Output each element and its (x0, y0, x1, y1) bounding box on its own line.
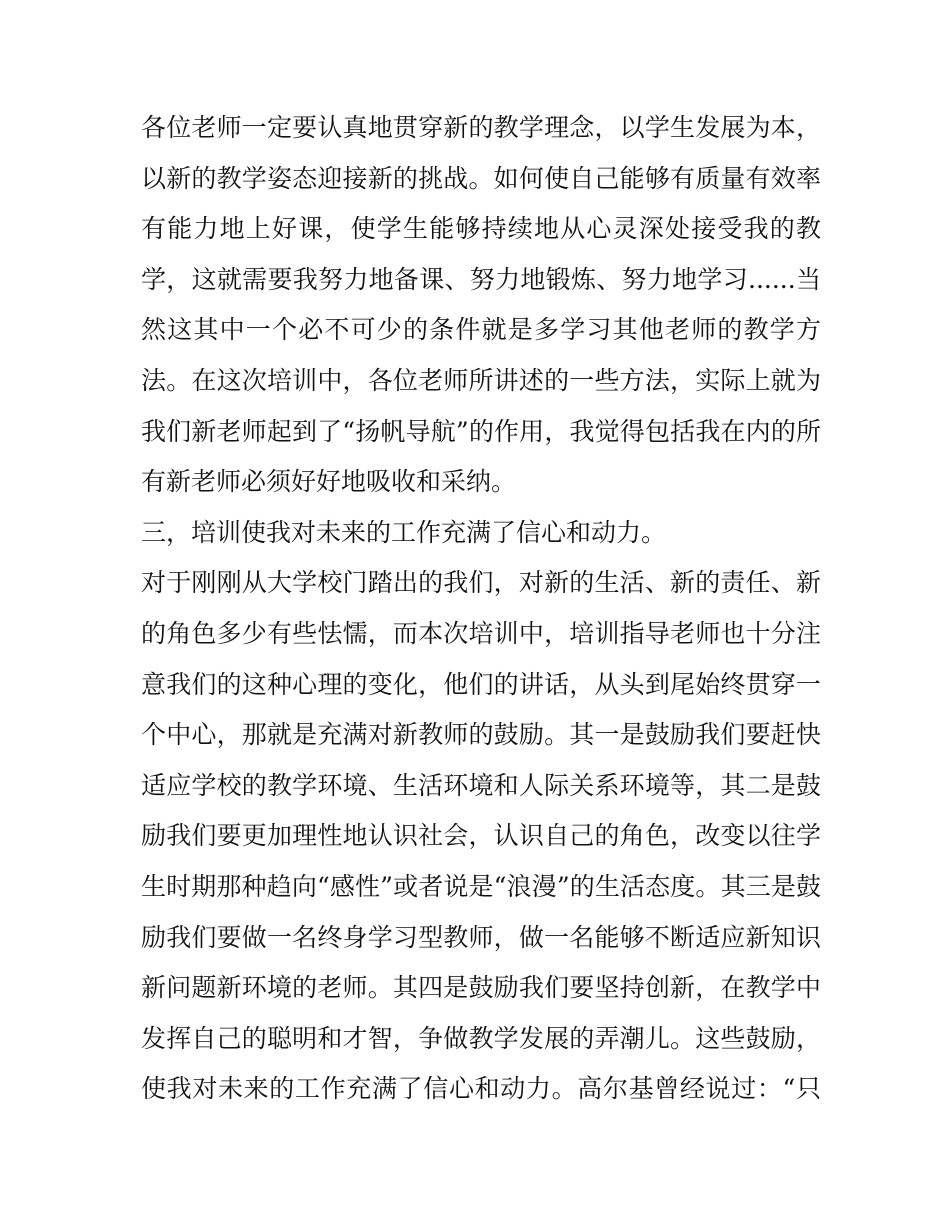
text-line: 三，培训使我对未来的工作充满了信心和动力。 (141, 517, 667, 547)
text-line: 有能力地上好课，使学生能够持续地从心灵深处接受我的教 (141, 214, 821, 244)
text-line: 意我们的这种心理的变化，他们的讲话，从头到尾始终贯穿一 (141, 669, 821, 699)
text-line: 生时期那种趋向“感性”或者说是“浪漫”的生活态度。其三是鼓 (141, 871, 821, 901)
text-line: 适应学校的教学环境、生活环境和人际关系环境等，其二是鼓 (141, 770, 821, 800)
text-line: 各位老师一定要认真地贯穿新的教学理念，以学生发展为本， (141, 113, 821, 142)
text-line: 励我们要更加理性地认识社会，认识自己的角色，改变以往学 (141, 821, 821, 851)
text-line: 然这其中一个必不可少的条件就是多学习其他老师的教学方 (141, 315, 821, 345)
text-line: 励我们要做一名终身学习型教师，做一名能够不断适应新知识 (141, 922, 821, 952)
text-line: 有新老师必须好好地吸收和采纳。 (141, 467, 517, 497)
text-line: 对于刚刚从大学校门踏出的我们，对新的生活、新的责任、新 (141, 568, 821, 598)
text-line: 的角色多少有些怯懦，而本次培训中，培训指导老师也十分注 (141, 618, 821, 648)
text-line: 新问题新环境的老师。其四是鼓励我们要坚持创新，在教学中 (141, 973, 821, 1003)
text-line: 学，这就需要我努力地备课、努力地锻炼、努力地学习......当 (141, 264, 821, 294)
text-line: 使我对未来的工作充满了信心和动力。高尔基曾经说过：“只 (141, 1074, 821, 1104)
body-text (141, 103, 821, 1115)
text-line: 法。在这次培训中，各位老师所讲述的一些方法，实际上就为 (141, 365, 821, 395)
text-line: 发挥自己的聪明和才智，争做教学发展的弄潮儿。这些鼓励， (141, 1023, 821, 1053)
text-line: 我们新老师起到了“扬帆导航”的作用，我觉得包括我在内的所 (141, 416, 821, 446)
text-line: 以新的教学姿态迎接新的挑战。如何使自己能够有质量有效率 (141, 163, 821, 193)
text-line: 个中心，那就是充满对新教师的鼓励。其一是鼓励我们要赶快 (141, 720, 821, 750)
